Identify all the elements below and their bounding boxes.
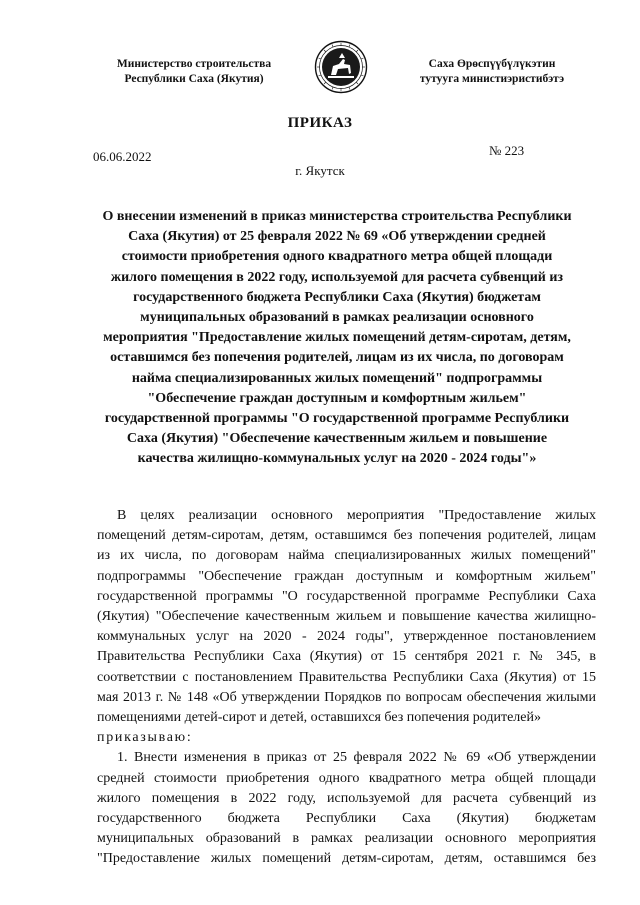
subject-line: "Обеспечение граждан доступным и комфортным жильем" (147, 390, 527, 406)
ministry-name-sakha-line1: Саха Өрөспүүбүлүкэтин (428, 58, 556, 70)
order-body (97, 506, 596, 870)
ministry-name-sakha-line2: тутууга министиэристибэтэ (419, 73, 565, 85)
body-line: 1. Внести изменения в приказ от 25 февраля 2022 № 69 «Об утверждении (117, 750, 596, 766)
subject-line: Саха (Якутия) от 25 февраля 2022 № 69 «Об утверждении средней (128, 229, 546, 245)
document-city: г. Якутск (295, 163, 345, 178)
body-line: из их числа, по договорам найма специализированных жилых помещений" (97, 548, 596, 564)
body-line: государственного бюджета Республики Саха (Якутия) бюджетам (97, 811, 596, 827)
order-keyword: приказываю: (97, 730, 193, 746)
body-line: соответствии с постановлением Правительства Республики Саха (Якутия) от 15 (97, 669, 596, 685)
ministry-name-ru (96, 57, 292, 87)
body-line: коммунальных услуг на 2020 - 2024 годы", утвержденное постановлением (97, 629, 596, 645)
body-line: государственной программы "О государственной программе Республики Саха (97, 588, 596, 604)
ministry-name-ru-line2: Республики Саха (Якутия) (124, 73, 264, 85)
body-line: жилого помещения в 2022 году, используемой для расчета субвенций из (97, 790, 596, 806)
ministry-name-sakha (404, 57, 580, 87)
subject-line: муниципальных образований в рамках реализации основного (140, 310, 534, 326)
body-line: мая 2013 г. № 148 «Об утверждении Порядков по вопросам обеспечения жилыми (97, 689, 596, 705)
body-line: (Якутия) "Обеспечение качественным жильем и повышение качества жилищно- (97, 609, 596, 625)
body-line: "Предоставление жилых помещений детям-сиротам, детям, оставшимся без (97, 851, 596, 867)
subject-line: стоимости приобретения одного квадратного метра общей площади (121, 249, 553, 265)
subject-line: О внесении изменений в приказ министерства строительства Республики (102, 209, 572, 224)
subject-line: качества жилищно-коммунальных услуг на 2020 - 2024 годы"» (137, 451, 537, 467)
subject-line: государственного бюджета Республики Саха (Якутия) бюджетам (133, 289, 541, 305)
document-number: № 223 (489, 143, 525, 158)
subject-line: найма специализированных жилых помещений" подпрограммы (131, 370, 543, 386)
document-date: 06.06.2022 (93, 149, 152, 164)
subject-line: государственной программы "О государственной программе Республики (104, 411, 570, 427)
subject-line: жилого помещения в 2022 году, используемой для расчета субвенций из (110, 269, 564, 285)
sakha-republic-emblem-icon (314, 40, 368, 94)
body-line: средней стоимости приобретения одного квадратного метра общей площади (97, 770, 596, 786)
body-line: В целях реализации основного мероприятия "Предоставление жилых (117, 508, 596, 523)
order-subject (82, 207, 592, 470)
body-line: подпрограммы "Обеспечение граждан доступным и комфортным жильем" (97, 568, 596, 584)
body-line: муниципальных образований в рамках реализации основного мероприятия (97, 831, 596, 847)
body-line: помещениями детей-сирот и детей, оставшихся без попечения родителей» (97, 710, 542, 726)
ministry-name-ru-line1: Министерство строительства (116, 58, 272, 70)
body-line: Правительства Республики Саха (Якутия) от 15 сентября 2021 г. № 345, в (97, 649, 596, 665)
subject-line: Саха (Якутия) "Обеспечение качественным жильем и повышение (126, 431, 548, 447)
subject-line: мероприятия "Предоставление жилых помещений детям-сиротам, детям, (103, 330, 571, 346)
subject-line: оставшимся без попечения родителей, лицам из их числа, по договорам (110, 350, 564, 366)
document-title: ПРИКАЗ (287, 115, 353, 131)
body-line: помещений детям-сиротам, детям, оставшимся без попечения родителей, лицам (97, 528, 596, 544)
